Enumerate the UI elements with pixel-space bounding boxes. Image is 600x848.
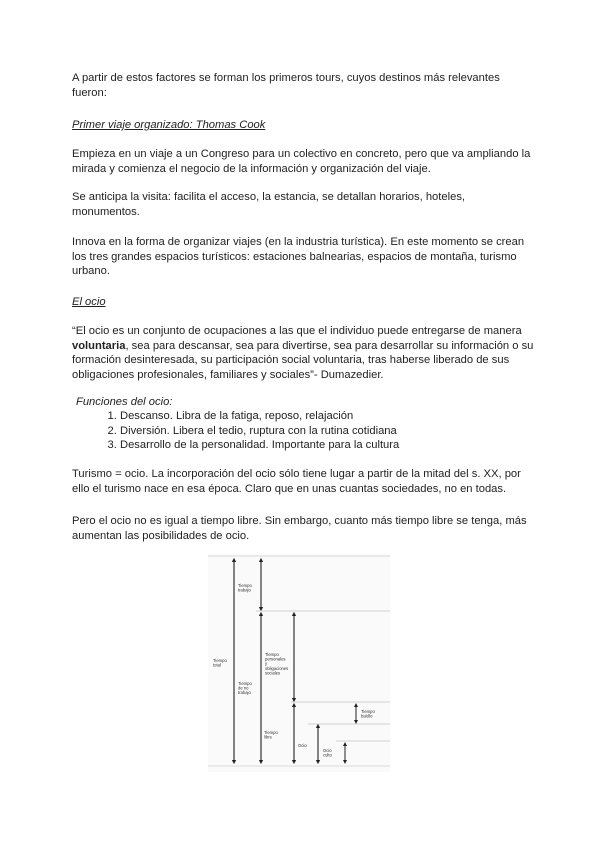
heading-el-ocio: El ocio bbox=[72, 296, 106, 308]
label-tiempo-libre: Tiempo libre bbox=[264, 730, 278, 740]
label-ocio: Ocio bbox=[298, 743, 307, 748]
paragraph-innova: Innova en la forma de organizar viajes (en la industria turística). En este momento se crean los tres grandes espacios turísticos: estaciones balnearias, espacios de montaña, turismo urbano. bbox=[72, 236, 525, 277]
list-item: 1. Descanso. Libra de la fatiga, reposo, relajación bbox=[120, 409, 534, 424]
paragraph-tiempo-libre: Pero el ocio no es igual a tiempo libre. Sin embargo, cuanto más tiempo libre se tenga, más aumentan las posibilidades de ocio. bbox=[72, 515, 527, 542]
paragraph-turismo-ocio: Turismo = ocio. La incorporación del ocio sólo tiene lugar a partir de la mitad del s. XX, por ello el turismo nace en esa época. Claro que en unas cuantas sociedades, no en todas. bbox=[72, 468, 521, 495]
list-item: 3. Desarrollo de la personalidad. Importante para la cultura bbox=[120, 438, 534, 453]
list-item: 2. Diversión. Libera el tedio, ruptura con la rutina cotidiana bbox=[120, 424, 534, 439]
label-tiempo-no-trabajo: Tiempo de no trabajo bbox=[238, 681, 252, 696]
paragraph-anticipa: Se anticipa la visita: facilita el acceso, la estancia, se detallan horarios, hoteles, monumentos. bbox=[72, 191, 466, 218]
label-ocio-culto: Ocio culto bbox=[323, 748, 332, 758]
paragraph-congreso: Empieza en un viaje a un Congreso para un colectivo en concreto, pero que va ampliando la mirada y comienza el negocio de la información y organización del viaje. bbox=[72, 148, 531, 175]
quote-part-b: , sea para descansar, sea para divertirse, sea para desarrollar su información o su formación desinteresada, su participación social voluntaria, tras haberse liberado de sus obligaciones profesionales, familiares y sociales”- Dumazedier. bbox=[72, 339, 534, 381]
label-tiempo-total: Tiempo total bbox=[213, 658, 227, 668]
quote-dumazedier bbox=[72, 324, 534, 382]
funciones-title: Funciones del ocio: bbox=[76, 396, 173, 408]
funciones-list bbox=[94, 409, 534, 453]
diagram-background bbox=[208, 554, 390, 772]
paragraph-intro: A partir de estos factores se forman los primeros tours, cuyos destinos más relevantes fueron: bbox=[72, 72, 500, 99]
label-tiempo-baldio: Tiempo baldío bbox=[361, 709, 375, 719]
funciones-list-wrap bbox=[94, 409, 534, 453]
quote-bold: voluntaria bbox=[72, 339, 126, 352]
heading-thomas-cook: Primer viaje organizado: Thomas Cook bbox=[72, 119, 266, 131]
label-tiempo-trabajo: Tiempo trabajo bbox=[238, 583, 252, 593]
quote-part-a: “El ocio es un conjunto de ocupaciones a las que el individuo puede entregarse de manera bbox=[72, 325, 522, 337]
label-tiempo-obligaciones: Tiempo personales y obligaciones sociales bbox=[265, 652, 289, 676]
tiempo-diagram bbox=[208, 554, 390, 772]
